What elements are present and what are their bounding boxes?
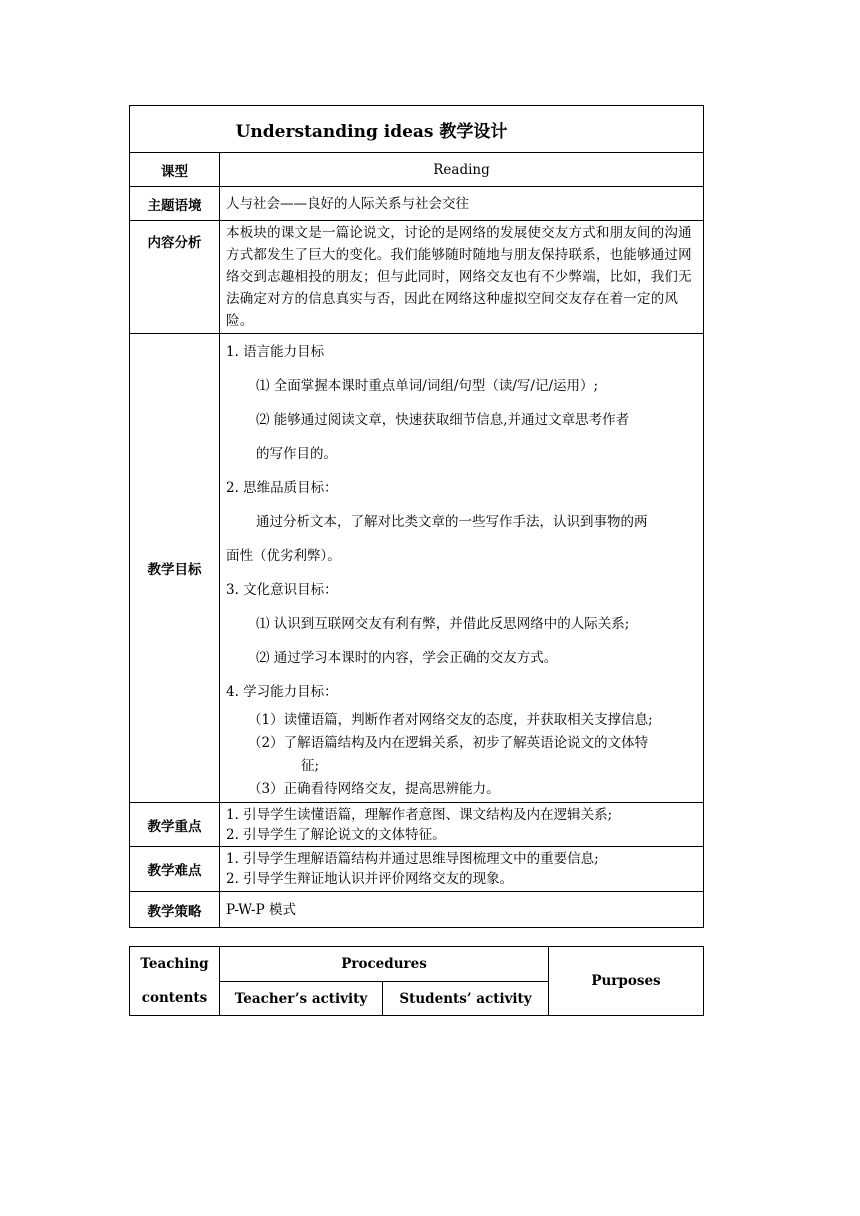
- goal-3-item-1: ⑴ 认识到互联网交友有利有弊，并借此反思网络中的人际关系;: [256, 616, 630, 632]
- focus-item-1: 1. 引导学生读懂语篇，理解作者意图、课文结构及内在逻辑关系;: [226, 806, 613, 823]
- type-label: 课型: [130, 153, 220, 187]
- focus-label: 教学重点: [130, 803, 220, 847]
- goals-label: 教学目标: [130, 334, 220, 803]
- strategy-value: P-W-P 模式: [220, 892, 704, 928]
- goal-1-heading: 1. 语言能力目标: [226, 344, 325, 360]
- goal-1-item-1: ⑴ 全面掌握本课时重点单词/词组/句型（读/写/记/运用）;: [256, 378, 599, 394]
- goal-4-item-2: （2）了解语篇结构及内在逻辑关系，初步了解英语论说文的文体特: [248, 735, 649, 751]
- procedures-header: Procedures: [220, 947, 549, 982]
- goal-2-heading: 2. 思维品质目标：: [226, 480, 338, 496]
- goal-4-item-3: （3）正确看待网络交友，提高思辨能力。: [248, 781, 500, 797]
- difficulty-item-1: 1. 引导学生理解语篇结构并通过思维导图梳理文中的重要信息;: [226, 851, 599, 867]
- goal-2-item-1-cont: 面性（优劣利弊）。: [226, 548, 341, 564]
- theme-value: 人与社会——良好的人际关系与社会交往: [220, 187, 704, 221]
- teaching-header-line1: Teaching: [140, 956, 209, 972]
- analysis-value: 本板块的课文是一篇论说文，讨论的是网络的发展使交友方式和朋友间的沟通方式都发生了巨大的变化。我们能够随时随地与朋友保持联系，也能够通过网络交到志趣相投的朋友；但与此同时，网络交友也有不少弊端，比如，我们无法确定对方的信息真实与否，因此在网络这种虚拟空间交友存在着一定的风险。: [220, 221, 704, 334]
- goal-4-item-2-cont: 征;: [301, 758, 320, 774]
- difficulty-label: 教学难点: [130, 847, 220, 892]
- difficulty-item-2: 2. 引导学生辩证地认识并评价网络交友的现象。: [226, 871, 514, 887]
- students-activity-header: Students’ activity: [383, 982, 549, 1016]
- goal-3-item-2: ⑵ 通过学习本课时的内容，学会正确的交友方式。: [256, 650, 558, 666]
- goal-4-heading: 4. 学习能力目标：: [226, 684, 338, 700]
- teaching-contents-header: [130, 947, 220, 1016]
- focus-item-2: 2. 引导学生了解论说文的文体特征。: [226, 826, 446, 843]
- lesson-plan-table: [129, 105, 704, 928]
- goal-1-item-2-cont: 的写作目的。: [256, 446, 337, 462]
- procedures-table: [129, 946, 704, 1016]
- goal-1-item-2: ⑵ 能够通过阅读文章，快速获取细节信息,并通过文章思考作者: [256, 412, 630, 428]
- goals-cell: [220, 334, 704, 803]
- teaching-header-line2: contents: [141, 990, 208, 1006]
- goal-4-item-1: （1）读懂语篇，判断作者对网络交友的态度，并获取相关支撑信息;: [248, 712, 653, 728]
- theme-label: 主题语境: [130, 187, 220, 221]
- type-value: Reading: [220, 153, 704, 187]
- focus-value: [220, 803, 704, 847]
- goal-3-heading: 3. 文化意识目标：: [226, 582, 338, 598]
- difficulty-value: [220, 847, 704, 892]
- teacher-activity-header: Teacher’s activity: [220, 982, 383, 1016]
- document-title: Understanding ideas 教学设计: [235, 121, 508, 142]
- document-title-cell: [130, 106, 704, 153]
- purposes-header: Purposes: [549, 947, 704, 1016]
- goal-2-item-1: 通过分析文本，了解对比类文章的一些写作手法，认识到事物的两: [256, 514, 648, 530]
- strategy-label: 教学策略: [130, 892, 220, 928]
- analysis-label: 内容分析: [130, 221, 220, 334]
